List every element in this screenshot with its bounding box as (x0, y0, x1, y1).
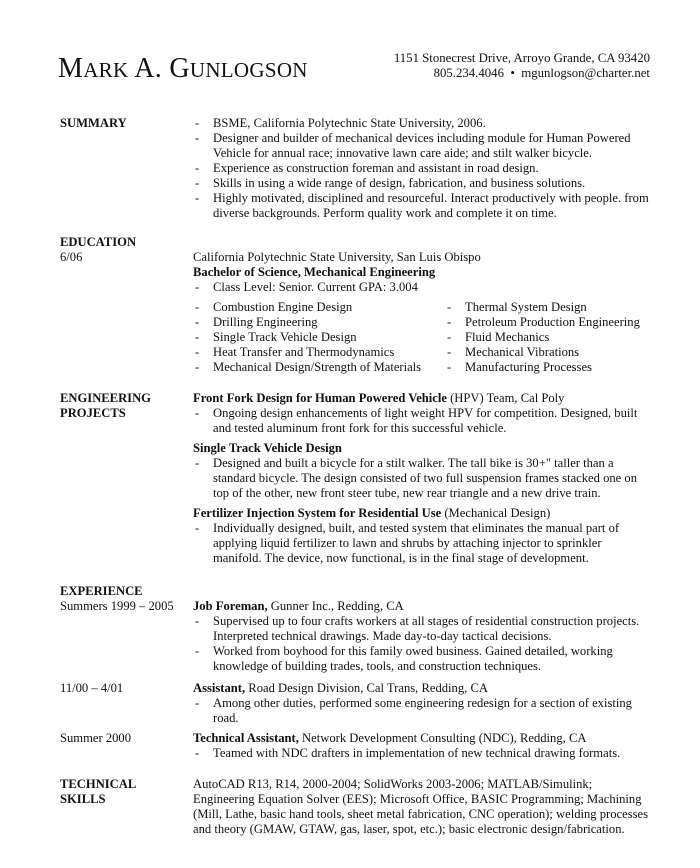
job-title: Assistant, Road Design Division, Cal Trans, Redding, CA (193, 681, 488, 695)
coursework-col-1 (193, 300, 445, 375)
job-entry (193, 599, 653, 674)
project-desc: - Designed and built a bicycle for a stilt walker. The tall bike is 30+" taller than a standard bicycle. The design consisted of two full suspension frames stacked one on top of the other, new front steer tube, new rear triangle and a new drive train. (193, 456, 653, 501)
course-item: - Mechanical Design/Strength of Materials (193, 360, 445, 375)
contact-info (394, 51, 650, 81)
course-item: - Manufacturing Processes (445, 360, 653, 375)
contact-separator: • (510, 66, 515, 80)
course-item: - Drilling Engineering (193, 315, 445, 330)
education-heading: EDUCATION (60, 235, 137, 249)
project-title: Front Fork Design for Human Powered Vehicle (HPV) Team, Cal Poly (193, 391, 565, 405)
course-item: - Petroleum Production Engineering (445, 315, 653, 330)
course-item: - Single Track Vehicle Design (193, 330, 445, 345)
project-title: Fertilizer Injection System for Residential Use (Mechanical Design) (193, 506, 551, 520)
skills-heading: TECHNICAL SKILLS (60, 777, 137, 806)
course-item: - Fluid Mechanics (445, 330, 653, 345)
phone: 805.234.4046 (433, 66, 504, 80)
job-duty: - Among other duties, performed some engineering redesign for a section of existing road. (193, 696, 653, 726)
job-duty: - Supervised up to four crafts workers at all stages of residential construction projects. Interpreted technical drawings. Made day-to-day tactical decisions. (193, 614, 653, 644)
job-date: Summer 2000 (60, 731, 132, 745)
job-duty: - Worked from boyhood for this family owed business. Gained detailed, working knowledge of building trades, tools, and construction techniques. (193, 644, 653, 674)
course-item: - Thermal System Design (445, 300, 653, 315)
projects-block (193, 391, 653, 566)
project-desc: - Individually designed, built, and tested system that eliminates the manual part of applying liquid fertilizer to lawn and shrubs by attaching injector to sprinkler manifold. The device, now functional, is in the final stage of development. (193, 521, 653, 566)
summary-heading: SUMMARY (60, 116, 127, 130)
course-item: - Mechanical Vibrations (445, 345, 653, 360)
course-item: - Heat Transfer and Thermodynamics (193, 345, 445, 360)
project-desc: - Ongoing design enhancements of light weight HPV for competition. Designed, built and tested aluminum front fork for this successful vehicle. (193, 406, 653, 436)
job-date: Summers 1999 – 2005 (60, 599, 174, 613)
skills-text: AutoCAD R13, R14, 2000-2004; SolidWorks 2003-2006; MATLAB/Simulink; Engineering Equation Solver (EES); Microsoft Office, BASIC Programming; Machining (Mill, Lathe, basic hand tools, sheet metal fabrication, CNC operation); welding processes and theory (GMAW, GTAW, gas, laser, spot, etc.); basic electronic design/fabrication. (193, 777, 649, 836)
job-entry (193, 731, 653, 761)
summary-item: - Skills in using a wide range of design, fabrication, and business solutions. (193, 176, 653, 191)
education-date: 6/06 (60, 250, 83, 264)
class-level: - Class Level: Senior. Current GPA: 3.004 (193, 280, 653, 295)
address: 1151 Stonecrest Drive, Arroyo Grande, CA 93420 (393, 51, 650, 65)
summary-item: - Designer and builder of mechanical devices including module for Human Powered Vehicle for annual race; innovative lawn care aide; and stilt walker bicycle. (193, 131, 653, 161)
job-date: 11/00 – 4/01 (60, 681, 124, 695)
experience-heading: EXPERIENCE (60, 584, 143, 598)
projects-heading: ENGINEERING PROJECTS (60, 391, 151, 420)
project-title: Single Track Vehicle Design (193, 441, 342, 455)
degree: Bachelor of Science, Mechanical Engineering (193, 265, 436, 279)
summary-item: - BSME, California Polytechnic State University, 2006. (193, 116, 653, 131)
coursework (193, 300, 653, 375)
job-title: Job Foreman, Gunner Inc., Redding, CA (193, 599, 404, 613)
job-entry (193, 681, 653, 726)
summary-item: - Experience as construction foreman and assistant in road design. (193, 161, 653, 176)
education-block (193, 250, 653, 375)
course-item: - Combustion Engine Design (193, 300, 445, 315)
school-name: California Polytechnic State University, San Luis Obispo (193, 250, 481, 264)
resume-name: MARK A. GUNLOGSON (58, 53, 308, 84)
email: mgunlogson@charter.net (521, 66, 650, 80)
summary-list (193, 116, 653, 221)
coursework-col-2 (445, 300, 653, 375)
summary-item: - Highly motivated, disciplined and resourceful. Interact productively with people. from diverse backgrounds. Perform quality work and complete it on time. (193, 191, 653, 221)
job-duty: - Teamed with NDC drafters in implementation of new technical drawing formats. (193, 746, 653, 761)
job-title: Technical Assistant, Network Development Consulting (NDC), Redding, CA (193, 731, 587, 745)
